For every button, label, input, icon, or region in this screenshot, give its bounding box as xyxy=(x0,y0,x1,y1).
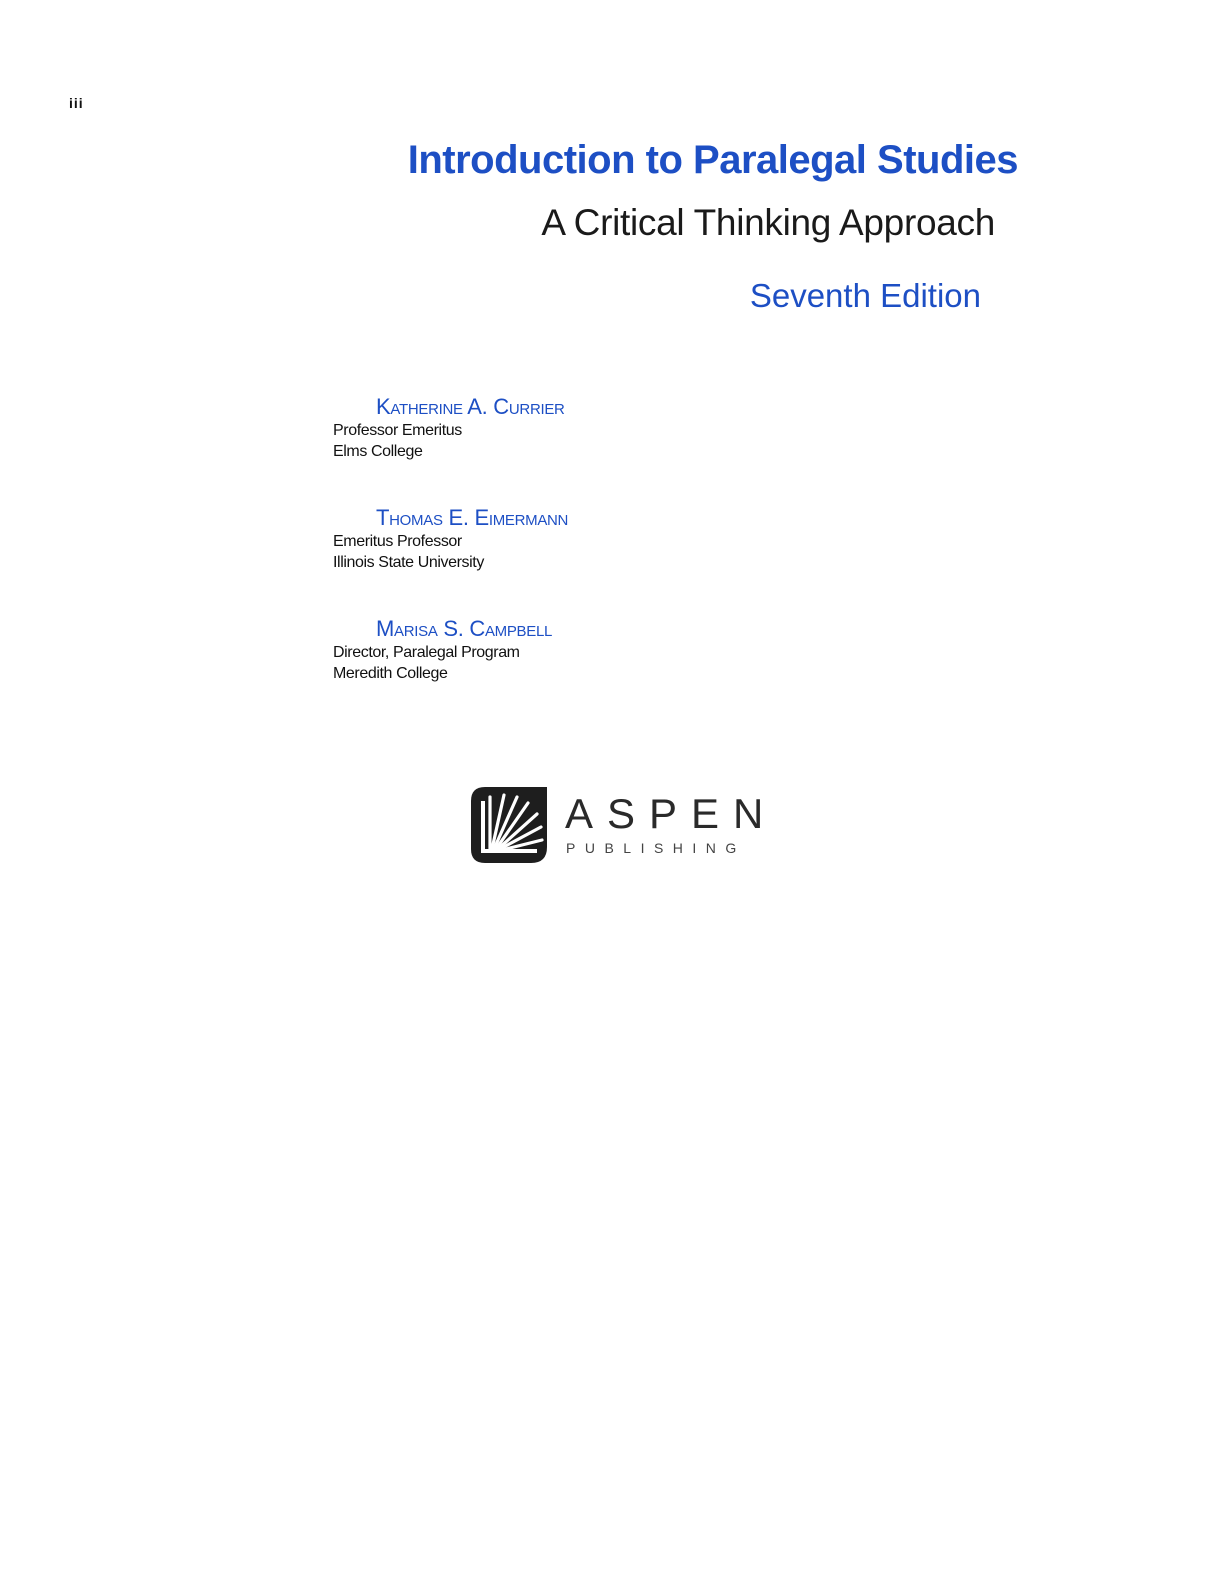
page-number: iii xyxy=(69,95,84,111)
book-subtitle: A Critical Thinking Approach xyxy=(541,202,995,243)
author-position: Professor Emeritus xyxy=(333,422,462,439)
author-institution: Elms College xyxy=(333,443,423,460)
author-block xyxy=(333,505,568,573)
book-title: Introduction to Paralegal Studies xyxy=(407,138,1018,182)
author-block xyxy=(333,616,552,684)
author-name: Marisa S. Campbell xyxy=(376,616,553,641)
author-name: Katherine A. Currier xyxy=(376,394,565,419)
author-position: Emeritus Professor xyxy=(333,533,462,550)
publisher-tagline: PUBLISHING xyxy=(566,840,746,856)
author-name: Thomas E. Eimermann xyxy=(376,505,569,530)
publisher-logo xyxy=(471,787,778,863)
author-block xyxy=(333,394,565,462)
aspen-leaf-logo-icon xyxy=(471,787,547,863)
author-institution: Illinois State University xyxy=(333,554,484,571)
publisher-name: ASPEN xyxy=(565,790,778,837)
book-edition: Seventh Edition xyxy=(749,277,981,314)
author-position: Director, Paralegal Program xyxy=(333,644,520,661)
author-institution: Meredith College xyxy=(333,665,448,682)
